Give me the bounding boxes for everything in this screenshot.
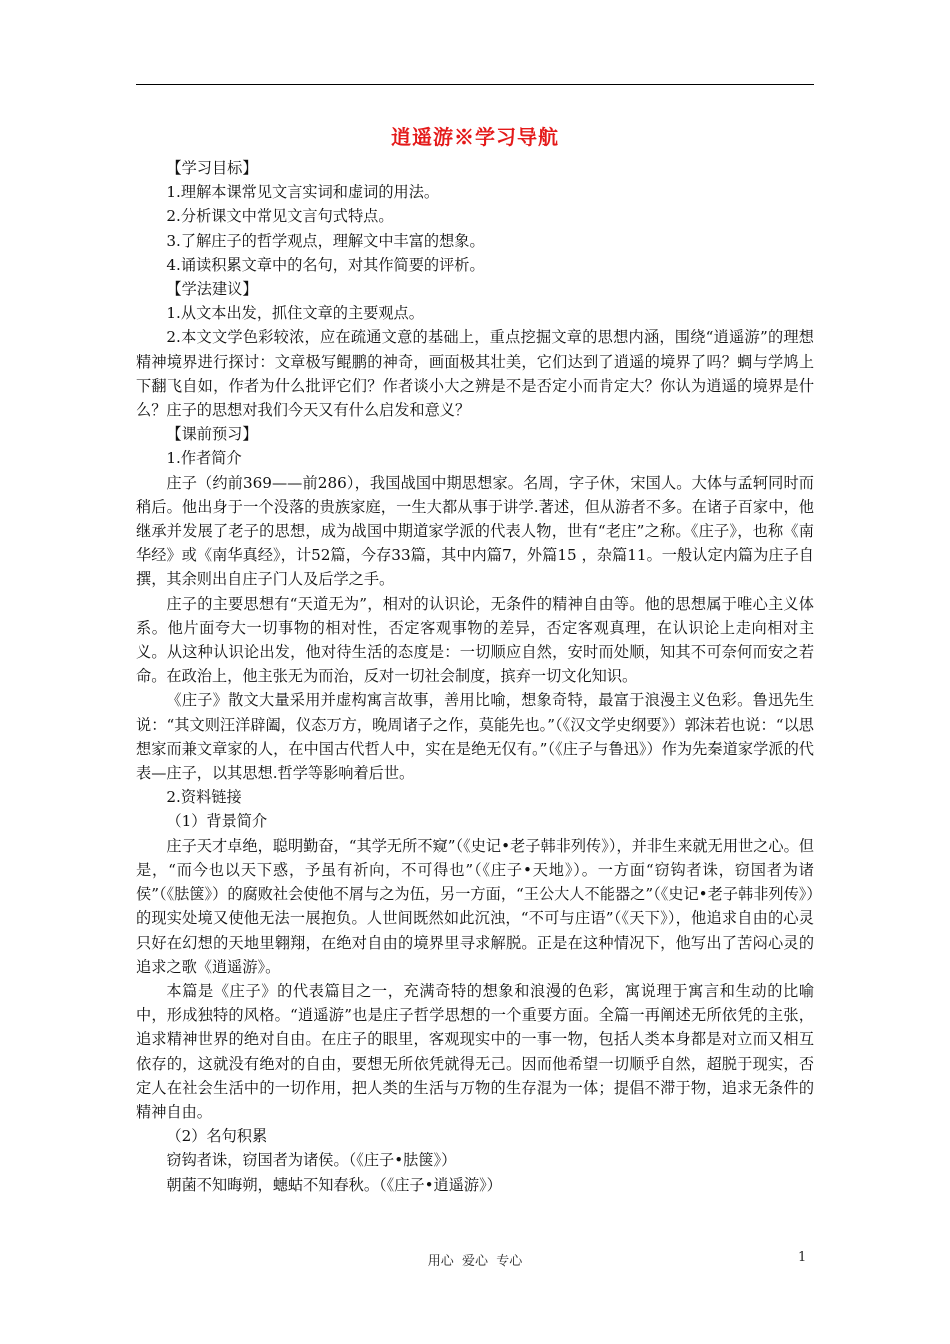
section-line: 1.作者简介 [166, 449, 242, 468]
footer-motto: 用心 爱心 专心 [427, 1254, 523, 1269]
header-rule [136, 84, 814, 85]
paragraph: 2.本文文学色彩较浓，应在疏通文意的基础上，重点挖掘文章的思想内涵，围绕“逍遥游”的理想精神境界进行探讨：文章极写鲲鹏的神奇，画面极其壮美，它们达到了逍遥的境界了吗？蜩与学鸠上下翻飞自如，作者为什么批评它们？作者谈小大之辨是不是否定小而肯定大？你认为逍遥的境界是什么？庄子的思想对我们今天又有什么启发和意义？ [136, 328, 814, 420]
section-line: 【学法建议】 [166, 280, 258, 299]
section-line: 2.分析课文中常见文言句式特点。 [166, 207, 394, 226]
paragraph: 朝菌不知晦朔，蟪蛄不知春秋。（《庄子•逍遥游》） [166, 1175, 502, 1194]
paragraph: 《庄子》散文大量采用并虚构寓言故事，善用比喻，想象奇特，最富于浪漫主义色彩。鲁迅先生说：“其文则汪洋辟阖，仪态万方，晚周诸子之作，莫能先也。”（《汉文学史纲要》）郭沫若也说：“以思想家而兼文章家的人，在中国古代哲人中，实在是绝无仅有。”（《庄子与鲁迅》）作为先秦道家学派的代表—庄子，以其思想.哲学等影响着后世。 [136, 691, 814, 783]
section-line: 3.了解庄子的哲学观点，理解文中丰富的想象。 [166, 231, 485, 250]
section-line: 2.资料链接 [166, 788, 242, 807]
paragraph: 庄子（约前369——前286），我国战国中期思想家。名周，字子休，宋国人。大体与孟轲同时而稍后。他出身于一个没落的贵族家庭，一生大都从事于讲学.著述，但从游者不多。在诸子百家中，他继承并发展了老子的思想，成为战国中期道家学派的代表人物，世有“老庄”之称。《庄子》，也称《南华经》或《南华真经》，计52篇，今存33篇，其中内篇7，外篇15 ，杂篇11。一般认定内篇为庄子自撰，其余则出自庄子门人及后学之手。 [136, 473, 814, 589]
paragraph: 窃钩者诛，窃国者为诸侯。（《庄子•胠箧》） [166, 1151, 457, 1170]
paragraph: 庄子的主要思想有“天道无为”，相对的认识论，无条件的精神自由等。他的思想属于唯心主义体系。他片面夸大一切事物的相对性，否定客观事物的差异，否定客观真理，在认识论上走向相对主义。从这种认识论出发，他对待生活的态度是：一切顺应自然，安时而处顺，知其不可奈何而安之若命。在政治上，他主张无为而治，反对一切社会制度，摈弃一切文化知识。 [136, 594, 814, 686]
section-line: 1.从文本出发，抓住文章的主要观点。 [166, 304, 424, 323]
document-body [136, 122, 814, 1197]
section-line: 1.理解本课常见文言实词和虚词的用法。 [166, 183, 440, 202]
section-line: 【学习目标】 [166, 159, 258, 177]
section-line: （1）背景简介 [166, 812, 268, 831]
section-line: （2）名句积累 [166, 1127, 268, 1146]
document-paragraphs [136, 156, 814, 1197]
section-line: 【课前预习】 [166, 425, 258, 444]
page-number: 1 [798, 1250, 807, 1265]
section-line: 4.诵读积累文章中的名句，对其作简要的评析。 [166, 255, 485, 274]
paragraph: 庄子天才卓绝，聪明勤奋，“其学无所不窥”（《史记•老子韩非列传》），并非生来就无用世之心。但是，“而今也以天下惑，予虽有祈向，不可得也”（《庄子•天地》）。一方面“窃钩者诛，窃国者为诸侯”（《胠箧》）的腐败社会使他不屑与之为伍，另一方面，“王公大人不能器之”（《史记•老子韩非列传》）的现实处境又使他无法一展抱负。人世间既然如此沉浊，“不可与庄语”（《天下》），他追求自由的心灵只好在幻想的天地里翱翔，在绝对自由的境界里寻求解脱。正是在这种情况下，他写出了苦闷心灵的追求之歌《逍遥游》。 [136, 836, 814, 976]
document-title: 逍遥游※学习导航 [391, 125, 559, 149]
paragraph: 本篇是《庄子》的代表篇目之一，充满奇特的想象和浪漫的色彩，寓说理于寓言和生动的比喻中，形成独特的风格。“逍遥游”也是庄子哲学思想的一个重要方面。全篇一再阐述无所依凭的主张，追求精神世界的绝对自由。在庄子的眼里，客观现实中的一事一物，包括人类本身都是对立而又相互依存的，这就没有绝对的自由，要想无所依凭就得无己。因而他希望一切顺乎自然，超脱于现实，否定人在社会生活中的一切作用，把人类的生活与万物的生存混为一体；提倡不滞于物，追求无条件的精神自由。 [136, 981, 814, 1121]
